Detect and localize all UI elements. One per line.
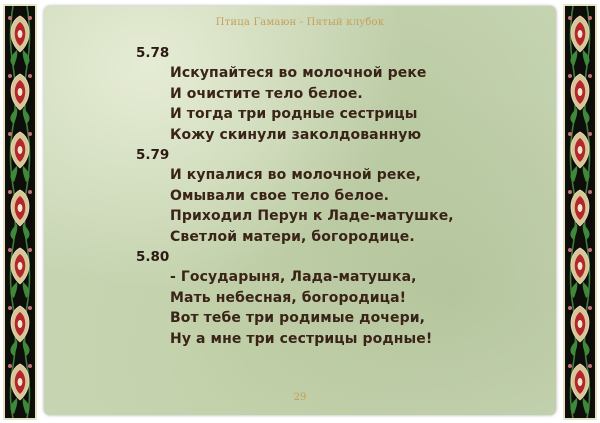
verse-lines <box>170 165 536 247</box>
verse-line: И тогда три родные сестрицы <box>170 106 418 122</box>
verse-line: Искупайтеся во молочной реке <box>170 65 427 81</box>
verse-lines <box>170 267 536 349</box>
verse-block <box>136 43 536 145</box>
verse-line: - Государыня, Лада-матушка, <box>170 269 417 285</box>
verse-number: 5.80 <box>136 249 170 265</box>
page-number: 29 <box>293 392 307 403</box>
verse-lines <box>170 63 536 145</box>
left-ornamental-border <box>3 4 37 420</box>
floral-ornament-icon <box>5 6 35 418</box>
running-header: Птица Гамаюн - Пятый клубок <box>215 17 385 28</box>
verse-line: Приходил Перун к Ладе-матушке, <box>170 208 454 224</box>
right-ornamental-border <box>563 4 597 420</box>
parchment-panel <box>44 6 556 415</box>
verse-line: Мать небесная, богородица! <box>170 289 407 306</box>
verse-number: 5.79 <box>136 147 170 163</box>
floral-ornament-icon <box>565 6 595 418</box>
verse-list <box>136 43 536 349</box>
verse-line: И купалися во молочной реке, <box>170 167 422 183</box>
verse-line: Ну а мне три сестрицы родные! <box>170 330 433 347</box>
verse-line: И очистите тело белое. <box>170 85 363 102</box>
verse-block <box>136 145 536 247</box>
verse-line: Омывали свое тело белое. <box>170 187 390 204</box>
verse-line: Кожу скинули заколдованную <box>170 126 422 143</box>
verse-block <box>136 247 536 349</box>
verse-line: Светлой матери, богородице. <box>170 228 415 245</box>
verse-number: 5.78 <box>136 45 170 61</box>
verse-line: Вот тебе три родимые дочери, <box>170 310 426 326</box>
